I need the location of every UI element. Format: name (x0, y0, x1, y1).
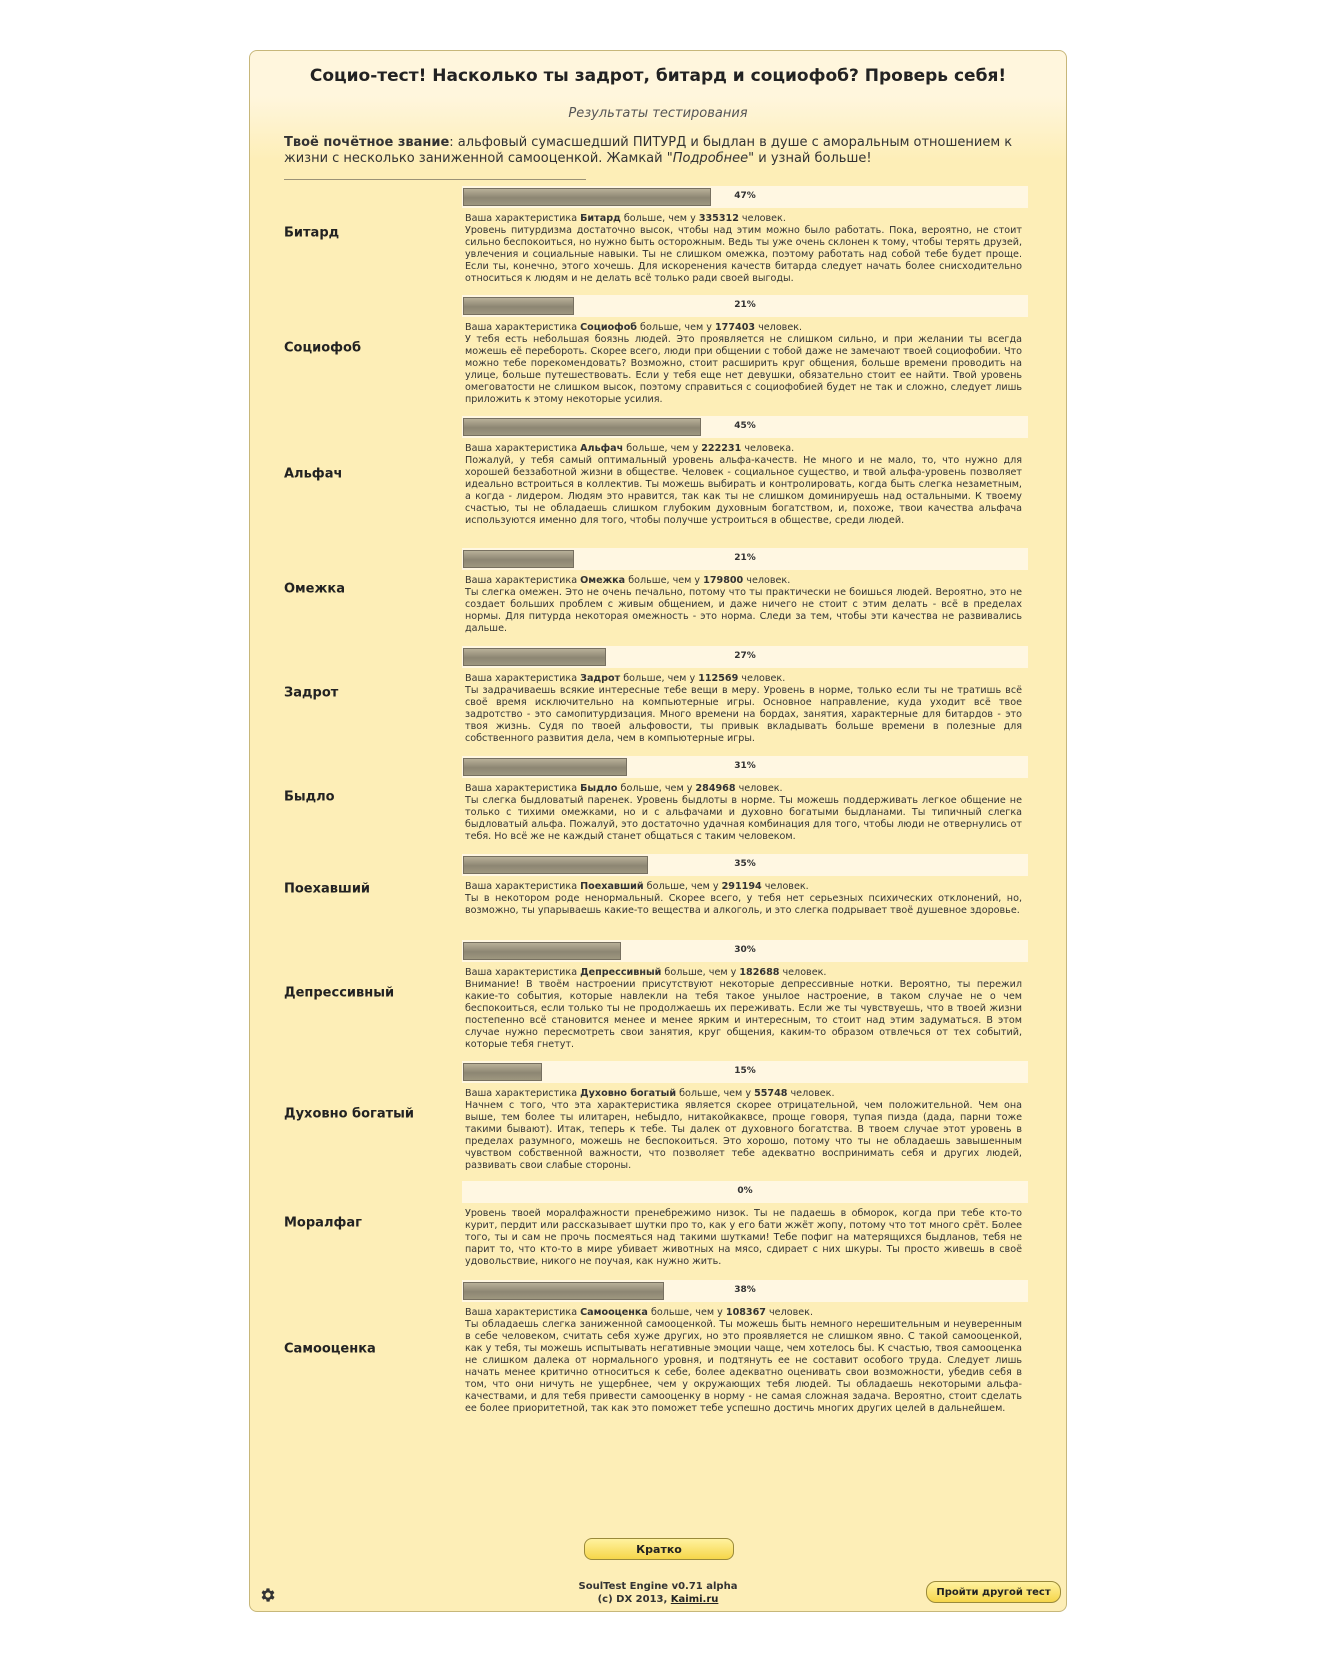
comparison-prefix: Ваша характеристика (465, 322, 581, 333)
comparison-count: 222231 (701, 443, 742, 454)
progress-bar (462, 548, 1028, 570)
progress-percent: 21% (734, 553, 756, 563)
comparison-name: Битард (580, 213, 621, 224)
comparison-more-than: больше, чем у (676, 1088, 755, 1099)
result-name: Омежка (284, 581, 346, 597)
comparison-prefix: Ваша характеристика (465, 673, 581, 684)
comparison-people: человек. (779, 967, 827, 978)
description-text: Ты слегка омежен. Это не очень печально, потому что ты практически не боишься людей. Вероятно, это не создает больших проблем с живым общением, и даже ничего не стоит с этим делать - всё в пределах нормы. Для питурда некоторая омежность - это норма. Следи за тем, чтобы эти качества не развивались дальше. (465, 587, 1022, 634)
result-name: Духовно богатый (284, 1106, 415, 1122)
comparison-more-than: больше, чем у (625, 575, 704, 586)
description-text: Внимание! В твоём настроении присутствуют некоторые депрессивные нотки. Вероятно, ты пережил какие-то события, которые навлекли на тебя такое унылое настроение, в таком случае не о чем беспокоиться, если только ты не продолжаешь их переживать. Если же ты чувствуешь, что в твоей жизни постепенно всё становится менее и менее ярким и интересным, то стоит над этим задуматься. В этом случае нужно пересмотреть свои занятия, круг общения, каким-то образом отвлечься от тех событий, которые тебя гнетут. (465, 979, 1022, 1050)
result-name: Моралфаг (284, 1215, 362, 1231)
comparison-more-than: больше, чем у (643, 881, 722, 892)
other-test-button[interactable]: Пройти другой тест (926, 1581, 1061, 1603)
description-text: Ты обладаешь слегка заниженной самооценкой. Ты можешь быть немного нерешительным и неуверенным в себе человеком, считать себя хуже других, но это проявляется не слишком явно. С такой самооценкой, как у тебя, ты можешь испытывать негативные эмоции чаще, чем хотелось бы. К счастью, твоя самооценка не слишком далека от нормального уровня, и подтянуть ее не составит особого труда. Следует лишь начать менее критично относиться к себе, более адекватно оценивать свои возможности, убедив себя в том, что они ничуть не ущербнее, чем у окружающих тебя людей. Ты обладаешь некоторыми альфа-качествами, и для тебя привести самооценку в норму - не самая сложная задача. Вероятно, стоит сделать ее более приоритетной, так как это поможет тебе успешно достичь многих других целей в дальнейшем. (465, 1319, 1022, 1414)
comparison-name: Самооценка (580, 1307, 648, 1318)
results-panel (249, 50, 1067, 1612)
comparison-line (465, 673, 1022, 685)
description-text: Пожалуй, у тебя самый оптимальный уровень альфа-качеств. Не много и не мало, то, что нужно для хорошей беззаботной жизни в обществе. Человек - социальное существо, и твой альфа-уровень позволяет идеально встроиться в коллектив. Ты можешь выбирать и контролировать, когда быть слегка незаметным, а когда - лидером. Людям это нравится, так как ты не слишком доминируешь над остальными. К твоему счастью, ты не обладаешь слишком глубоким духовным богатством, и, похоже, твои качества альфача используются именно для того, чтобы получше устроиться в обществе, среди людей. (465, 455, 1022, 526)
comparison-people: человек. (738, 213, 786, 224)
footer-engine: SoulTest Engine v0.71 alpha (578, 1581, 738, 1592)
progress-bar (462, 295, 1028, 317)
comparison-count: 108367 (725, 1307, 766, 1318)
comparison-line (465, 1307, 1022, 1319)
progress-bar (462, 940, 1028, 962)
comparison-people: человек. (735, 783, 783, 794)
comparison-name: Омежка (580, 575, 626, 586)
progress-percent: 15% (734, 1066, 756, 1076)
summary-emphasis: Подробнее (672, 151, 749, 166)
description-text: Ты в некотором роде ненормальный. Скорее всего, у тебя нет серьезных психических отклонений, но, возможно, ты упарываешь какие-то вещества и алкоголь, и это слегка подрывает твоё душевное здоровье. (465, 893, 1022, 916)
comparison-count: 284968 (695, 783, 736, 794)
result-description (465, 1088, 1022, 1172)
comparison-name: Задрот (580, 673, 621, 684)
summary-text-before: : альфовый сумасшедший ПИТУРД и быдлан в душе с аморальным отношением к жизни с несколько заниженной самооценкой. Жамкай " (284, 135, 1013, 166)
footer-link[interactable]: Kaimi.ru (670, 1594, 719, 1605)
summary-text-after: " и узнай больше! (748, 151, 872, 166)
gear-icon[interactable] (259, 1586, 277, 1604)
comparison-name: Поехавший (580, 881, 644, 892)
comparison-count: 335312 (698, 213, 739, 224)
comparison-name: Духовно богатый (580, 1088, 677, 1099)
comparison-line (465, 783, 1022, 795)
progress-percent: 38% (734, 1285, 756, 1295)
description-text: Уровень питурдизма достаточно высок, чтобы над этим можно было работать. Пока, вероятно, не стоит сильно беспокоиться, но нужно быть осторожным. Ведь ты уже очень склонен к тому, чтобы терять друзей, увлечения и социальные навыки. Ты не слишком омежка, поэтому работать над собой тебе будет проще. Если ты, конечно, этого хочешь. Для искоренения качеств битарда следует начать более снисходительно относиться к людям и не делать всё только ради своей выгоды. (465, 225, 1022, 284)
comparison-more-than: больше, чем у (647, 1307, 726, 1318)
comparison-people: человека. (741, 443, 795, 454)
progress-bar (462, 186, 1028, 208)
progress-bar (462, 1061, 1028, 1083)
description-text: Ты задрачиваешь всякие интересные тебе вещи в меру. Уровень в норме, только если ты не тратишь всё своё время исключительно на компьютерные игры. Основное направление, куда уходит всё твое задротство - это самопитурдизация. Много времени на бордах, занятия, характерные для битардов - это твоя жизнь. Судя по твоей альфовости, ты привык вкладывать больше времени в полезные для собственного развития дела, чем в компьютерные игры. (465, 685, 1022, 744)
comparison-count: 182688 (739, 967, 780, 978)
result-description (465, 322, 1022, 406)
comparison-more-than: больше, чем у (637, 322, 715, 333)
comparison-name: Депрессивный (580, 967, 662, 978)
result-description (465, 1208, 1022, 1268)
result-name: Самооценка (284, 1341, 376, 1357)
result-name: Альфач (284, 466, 343, 482)
comparison-name: Социофоб (580, 322, 637, 333)
progress-percent: 27% (734, 651, 756, 661)
comparison-prefix: Ваша характеристика (465, 575, 581, 586)
comparison-prefix: Ваша характеристика (465, 1088, 581, 1099)
comparison-count: 55748 (754, 1088, 788, 1099)
comparison-people: человек. (765, 1307, 813, 1318)
comparison-line (465, 213, 1022, 225)
comparison-count: 112569 (698, 673, 739, 684)
progress-percent: 31% (734, 761, 756, 771)
comparison-count: 179800 (703, 575, 744, 586)
result-description (465, 881, 1022, 917)
progress-bar (462, 854, 1028, 876)
comparison-line (465, 967, 1022, 979)
result-name: Битард (284, 225, 340, 241)
progress-percent: 47% (734, 191, 756, 201)
result-name: Социофоб (284, 340, 362, 356)
progress-bar (462, 1181, 1028, 1203)
result-description (465, 673, 1022, 745)
progress-bar (462, 416, 1028, 438)
footer-copyright: (c) DX 2013, (597, 1594, 671, 1605)
comparison-people: человек. (738, 673, 786, 684)
result-name: Задрот (284, 685, 339, 701)
comparison-prefix: Ваша характеристика (465, 443, 581, 454)
brief-button[interactable]: Кратко (584, 1538, 734, 1560)
progress-percent: 0% (737, 1186, 753, 1196)
summary-label: Твоё почётное звание (284, 135, 450, 150)
comparison-prefix: Ваша характеристика (465, 783, 581, 794)
honorary-title-summary (284, 135, 1036, 167)
progress-percent: 30% (734, 945, 756, 955)
comparison-line (465, 881, 1022, 893)
progress-bar (462, 756, 1028, 778)
comparison-name: Быдло (580, 783, 618, 794)
description-text: Начнем с того, что эта характеристика является скорее отрицательной, чем положительной. Чем она выше, тем более ты илитарен, небыдло, нитакойкаквсе, проще говоря, тупая пизда (дада, парни тоже такими бывают). Итак, теперь к тебе. Ты далек от духовного богатства. В твоем случае этот уровень в пределах разумного, можешь не беспокоиться. Это хорошо, потому что ты не обладаешь завышенным чувством собственной важности, что позволяет тебе адекватно воспринимать себя и других людей, развивать свои слабые стороны. (465, 1100, 1022, 1171)
progress-percent: 21% (734, 300, 756, 310)
result-description (465, 443, 1022, 527)
result-name: Депрессивный (284, 985, 395, 1001)
comparison-more-than: больше, чем у (620, 673, 699, 684)
description-text: У тебя есть небольшая боязнь людей. Это проявляется не слишком сильно, и при желании ты всегда можешь её перебороть. Скорее всего, люди при общении с тобой даже не замечают твоей социофобии. Что можно тебе порекомендовать? Возможно, стоит расширить круг общения, больше времени проводить на улице, больше путешествовать. Если у тебя еще нет девушки, обязательно стоит ее найти. Твой уровень омеговатости не слишком высок, поэтому справиться с социофобией будет не так и сложно, следует лишь приложить к этому некоторые усилия. (465, 334, 1022, 405)
comparison-prefix: Ваша характеристика (465, 881, 581, 892)
result-name: Быдло (284, 789, 335, 805)
comparison-line (465, 575, 1022, 587)
description-text: Уровень твоей моралфажности пренебрежимо низок. Ты не падаешь в обморок, когда при тебе кто-то курит, пердит или рассказывает шутки про то, как у его бати жжёт жопу, потому что тот много срёт. Более того, ты и сам не прочь посмеяться над такими шутками! Тебе пофиг на матерящихся быдланов, тебя не парит то, что кто-то в мире убивает животных на мясо, сдирает с них шкуры. Ты просто живешь в своё удовольствие, никого не поучая, как нужно жить. (465, 1208, 1022, 1267)
comparison-more-than: больше, чем у (623, 443, 702, 454)
comparison-line (465, 1088, 1022, 1100)
comparison-count: 177403 (715, 322, 756, 333)
page-subtitle: Результаты тестирования (568, 106, 748, 121)
result-description (465, 783, 1022, 843)
comparison-prefix: Ваша характеристика (465, 213, 581, 224)
comparison-more-than: больше, чем у (617, 783, 696, 794)
progress-percent: 45% (734, 421, 756, 431)
comparison-more-than: больше, чем у (661, 967, 740, 978)
comparison-line (465, 322, 1022, 334)
comparison-people: человек. (787, 1088, 835, 1099)
comparison-more-than: больше, чем у (620, 213, 699, 224)
comparison-line (465, 443, 1022, 455)
progress-percent: 35% (734, 859, 756, 869)
page-title: Социо-тест! Насколько ты задрот, битард и социофоб? Проверь себя! (309, 66, 1007, 86)
description-text: Ты слегка быдловатый паренек. Уровень быдлоты в норме. Ты можешь поддерживать легкое общение не только с тихими омежками, но и с альфачами и духовно богатыми быдланами. Ты типичный слегка быдловатый альфа. Пожалуй, это достаточно удачная комбинация для того, чтобы люди не отвернулись от тебя. Но всё же не каждый станет общаться с таким человеком. (465, 795, 1022, 842)
comparison-people: человек. (761, 881, 809, 892)
divider (284, 179, 586, 180)
comparison-name: Альфач (580, 443, 624, 454)
result-description (465, 213, 1022, 285)
comparison-count: 291194 (721, 881, 762, 892)
comparison-people: человек. (743, 575, 791, 586)
result-description (465, 1307, 1022, 1415)
comparison-prefix: Ваша характеристика (465, 967, 581, 978)
result-description (465, 967, 1022, 1051)
progress-bar (462, 646, 1028, 668)
progress-bar (462, 1280, 1028, 1302)
result-name: Поехавший (284, 881, 371, 897)
comparison-people: человек. (755, 322, 803, 333)
result-description (465, 575, 1022, 635)
comparison-prefix: Ваша характеристика (465, 1307, 581, 1318)
